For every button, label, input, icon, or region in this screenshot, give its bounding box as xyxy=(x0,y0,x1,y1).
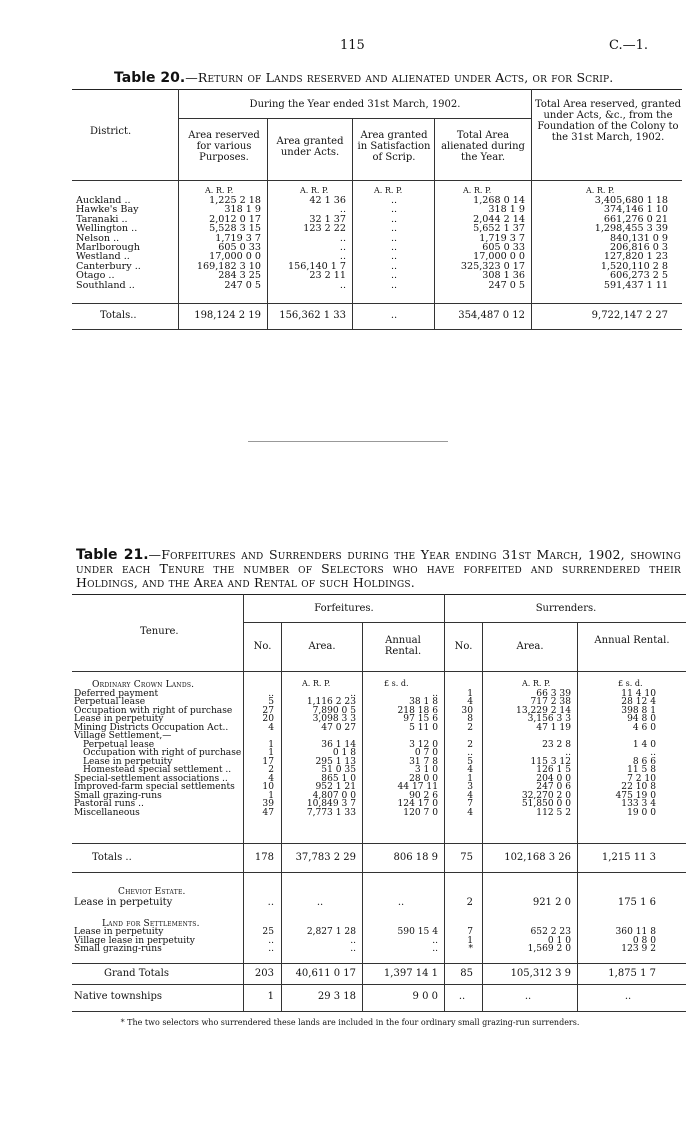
table20-totals-label: Totals.. xyxy=(100,310,137,321)
table-row: Miscellaneous xyxy=(74,807,140,818)
table20-col-total: Total Area alienated during the Year. xyxy=(441,130,525,163)
table20-foundation-col: 3,405,680 1 18 374,146 1 10 661,276 0 21 1,298,455 3 39 840,131 0 9 206,816 0 3 127,820 1 23 1,520,110 2 8 606,273 2 5 591,437 1 11 xyxy=(594,195,668,291)
table-row: Homestead special settlement .. xyxy=(83,765,232,775)
table20-col-foundation: Total Area reserved, granted under Acts, &c., from the Foundation of the Colony to the 31st March, 1902. xyxy=(534,99,682,143)
table-row: Mining Districts Occupation Act.. xyxy=(74,722,229,733)
table21-sno-col: 1 4 30 8 2 2 .. 5 4 1 3 4 7 4 xyxy=(461,688,473,818)
table-row: Southland .. xyxy=(76,279,135,291)
table20-col-district: District. xyxy=(90,126,132,137)
table20-col-granted: Area granted under Acts. xyxy=(276,136,344,158)
table20-col-scrip: Area granted in Satisfaction of Scrip. xyxy=(357,130,431,163)
page-header xyxy=(0,38,700,56)
grand-totals-label: Grand Totals xyxy=(104,968,169,979)
table-row: Perpetual lease xyxy=(83,739,155,750)
document-page: 115 C.—1. Table 20.—Return of Lands reserved and alienated under Acts, or for Scrip. District. During the Year ended 31st March, 1902. Area reserved for various Purposes. Area granted under Acts. Area granted in Satisfaction of Scrip. Total Area alienated during the Year. Total Area reserved, granted under Acts, &c., from the Foundation of the Colony to the 31st March, 1902. A. R. P. A. R. P. A. R. P. A. R. P. A. R. P. Auckland .. Hawke's Bay Taranaki .. Wellington .. Nelson .. Marlborough Westland .. Canterbury .. Otago .. Southland .. 1,225 2 18 318 1 9 2,012 0 17 5,528 3 15 1,719 3 7 605 0 33 17,000 0 0 169,182 3 10 284 3 25 247 0 5 42 1 36 .. 32 1 37 123 2 22 .. .. .. 156,140 1 7 23 2 11 .. .. .. .. .. .. .. .. .. .. .. 1,268 0 14 318 1 9 2,044 2 14 5,652 1 37 1,719 3 7 605 0 33 17,000 0 0 325,323 0 17 308 1 36 247 0 5 3,405,680 1 18 374,146 1 10 661,276 0 21 1,298,455 3 39 840,131 0 9 206,816 0 3 127,820 1 23 1,520,110 2 8 606,273 2 5 591,437 1 11 Totals.. 198,124 2 19 156,362 1 33 .. 354,487 0 12 9,722,147 2 27 Table 21.—Forfeitures and Surrenders during the Year ending 31st March, 1902, showing under each Tenure the number of Selectors who have forfeited and surrendered their Holdings, and the Area and Rental of such Holdings. Tenure. Forfeitures. Surrenders. No. Area. Annual Rental. No. Area. Annual Rental. A. R. P. £ s. d. A. R. P. £ s. d. Ordinary Crown Lands. Deferred payment Perpetual lease Occupation with right of purchase Lease in perpetuity Mining Districts Occupation Act.. Village Settlement,— Perpetual lease Occupation with right of purchase Lease in perpetuity Homestead special settlement .. Special-settlement associations .. Improved-farm special settlements Small grazing-runs Pastoral runs .. Miscellaneous .. 5 27 20 4 1 1 17 2 4 10 1 39 47 .. 1,116 2 23 7,890 0 5 3,098 3 3 47 0 27 36 1 14 0 1 8 295 1 13 51 0 35 865 1 0 952 1 21 4,807 0 0 10,849 3 7 7,773 1 33 .. 38 1 8 218 18 6 97 15 6 5 11 0 3 12 0 0 7 0 31 7 8 3 1 0 28 0 0 44 17 11 90 2 6 124 17 0 120 7 0 1 4 30 8 2 2 .. 5 4 1 3 4 7 4 66 3 39 717 2 38 13,229 2 14 3,156 3 3 47 1 19 23 2 8 .. 115 3 12 126 1 5 204 0 0 247 0 6 32,270 2 0 51,850 0 0 112 5 2 11 4 10 28 12 4 398 8 1 94 8 0 4 6 0 1 4 0 .. 8 6 6 11 5 8 7 2 10 22 10 8 475 19 0 133 3 4 19 0 0 Totals .. 178 37,783 2 29 806 18 9 75 102,168 3 26 1,215 11 3 Cheviot Estate. Lease in perpetuity .. .. .. 2 921 2 0 175 1 6 Land for Settlements. Lease in perpetuity Village lease in perpetuity Small grazing-runs 25 .. .. 2,827 1 28 .. .. 590 15 4 .. .. 7 1 * 652 2 23 0 1 0 1,569 2 0 360 11 8 0 8 0 123 9 2 Grand Totals 203 40,611 0 17 1,397 14 1 85 105,312 3 9 1,875 1 7 Native townships 1 29 3 18 9 0 0 .. .. .. * The two selectors who surrendered these lands are included in the four ordinary small grazing-run surrenders. xyxy=(0,0,700,1130)
table-row: Lease in perpetuity xyxy=(74,897,173,908)
table-row: Hawke's Bay xyxy=(76,204,139,216)
table20-top-rule xyxy=(72,89,682,90)
table21-frent-col: .. 38 1 8 218 18 6 97 15 6 5 11 0 3 12 0 0 7 0 31 7 8 3 1 0 28 0 0 44 17 11 90 2 6 124 17 0 120 7 0 xyxy=(397,688,438,818)
table-row: Pastoral runs .. xyxy=(74,799,144,809)
table21-fno-col: .. 5 27 20 4 1 1 17 2 4 10 1 39 47 xyxy=(262,688,274,818)
table20-group-header: During the Year ended 31st March, 1902. xyxy=(249,99,461,110)
table20-scrip-col: .. .. .. .. .. .. .. .. .. .. xyxy=(390,195,398,291)
table21-group-surrenders: Surrenders. xyxy=(535,603,597,614)
table-row: Lease in perpetuity xyxy=(74,927,164,937)
table-row: Village lease in perpetuity xyxy=(74,935,195,946)
page-number: 115 xyxy=(340,38,365,53)
table-row: Westland .. xyxy=(76,251,130,263)
table-row: Wellington .. xyxy=(76,223,138,235)
table21-group-forfeitures: Forfeitures. xyxy=(314,603,374,614)
table21-srent-col: 11 4 10 28 12 4 398 8 1 94 8 0 4 6 0 1 4 0 .. 8 6 6 11 5 8 7 2 10 22 10 8 475 19 0 133 3 4 19 0 0 xyxy=(615,688,656,818)
table-row: Small grazing-runs xyxy=(74,944,162,954)
table20-col-reserved: Area reserved for various Purposes. xyxy=(188,130,260,163)
table20-title: Table 20.—Return of Lands reserved and alienated under Acts, or for Scrip. xyxy=(114,70,614,86)
table-row: Nelson .. xyxy=(76,232,120,244)
table-row: Lease in perpetuity xyxy=(83,756,173,767)
table-row: Improved-farm special settlements xyxy=(74,782,235,792)
table-row: Small grazing-runs xyxy=(74,790,162,801)
table-row: Taranaki .. xyxy=(76,213,128,225)
table21-totals-label: Totals .. xyxy=(92,852,132,863)
table-row: Ordinary Crown Lands. xyxy=(92,680,195,690)
settlements-heading: Land for Settlements. xyxy=(102,919,200,929)
document-reference: C.—1. xyxy=(608,38,648,53)
footnote: * The two selectors who surrendered these lands are included in the four ordinary small grazing-run surrenders. xyxy=(120,1018,580,1027)
table21-top-rule xyxy=(72,594,686,595)
table-row: Perpetual lease xyxy=(74,697,146,707)
table20-total-col: 1,268 0 14 318 1 9 2,044 2 14 5,652 1 37 1,719 3 7 605 0 33 17,000 0 0 325,323 0 17 308 1 36 247 0 5 xyxy=(460,195,525,291)
table21-tenure-col xyxy=(74,681,242,817)
table20-reserved-col: 1,225 2 18 318 1 9 2,012 0 17 5,528 3 15 1,719 3 7 605 0 33 17,000 0 0 169,182 3 10 284 3 25 247 0 5 xyxy=(196,195,261,291)
table-row: Deferred payment xyxy=(74,688,159,699)
native-townships-label: Native townships xyxy=(74,991,163,1002)
table-row: Occupation with right of purchase xyxy=(83,748,242,758)
cheviot-heading: Cheviot Estate. xyxy=(118,887,186,897)
table21-farea-col: .. 1,116 2 23 7,890 0 5 3,098 3 3 47 0 27 36 1 14 0 1 8 295 1 13 51 0 35 865 1 0 952 1 21 4,807 0 0 10,849 3 7 7,773 1 33 xyxy=(306,688,356,818)
table-row: Otago .. xyxy=(76,270,115,282)
table21-col-tenure: Tenure. xyxy=(140,626,179,637)
table-row: Lease in perpetuity xyxy=(74,714,164,724)
table20-granted-col: 42 1 36 .. 32 1 37 123 2 22 .. .. .. 156,140 1 7 23 2 11 .. xyxy=(288,195,346,291)
table21-title: Table 21.—Forfeitures and Surrenders during the Year ending 31st March, 1902, showing under each Tenure the number of Selectors who have forfeited and surrendered their Holdings, and the Area and Rental of such Holdings. xyxy=(76,547,681,590)
table20-district-col xyxy=(76,196,176,290)
section-divider xyxy=(248,441,448,442)
table-row: Auckland .. xyxy=(76,195,131,206)
table-row: Occupation with right of purchase xyxy=(74,705,233,716)
table-row: Canterbury .. xyxy=(76,260,141,272)
table-row: Marlborough xyxy=(76,241,140,253)
table-row: Village Settlement,— xyxy=(74,731,172,741)
table-row: Special-settlement associations .. xyxy=(74,773,228,784)
table21-sarea-col: 66 3 39 717 2 38 13,229 2 14 3,156 3 3 47 1 19 23 2 8 .. 115 3 12 126 1 5 204 0 0 247 0 6 32,270 2 0 51,850 0 0 112 5 2 xyxy=(516,688,571,818)
